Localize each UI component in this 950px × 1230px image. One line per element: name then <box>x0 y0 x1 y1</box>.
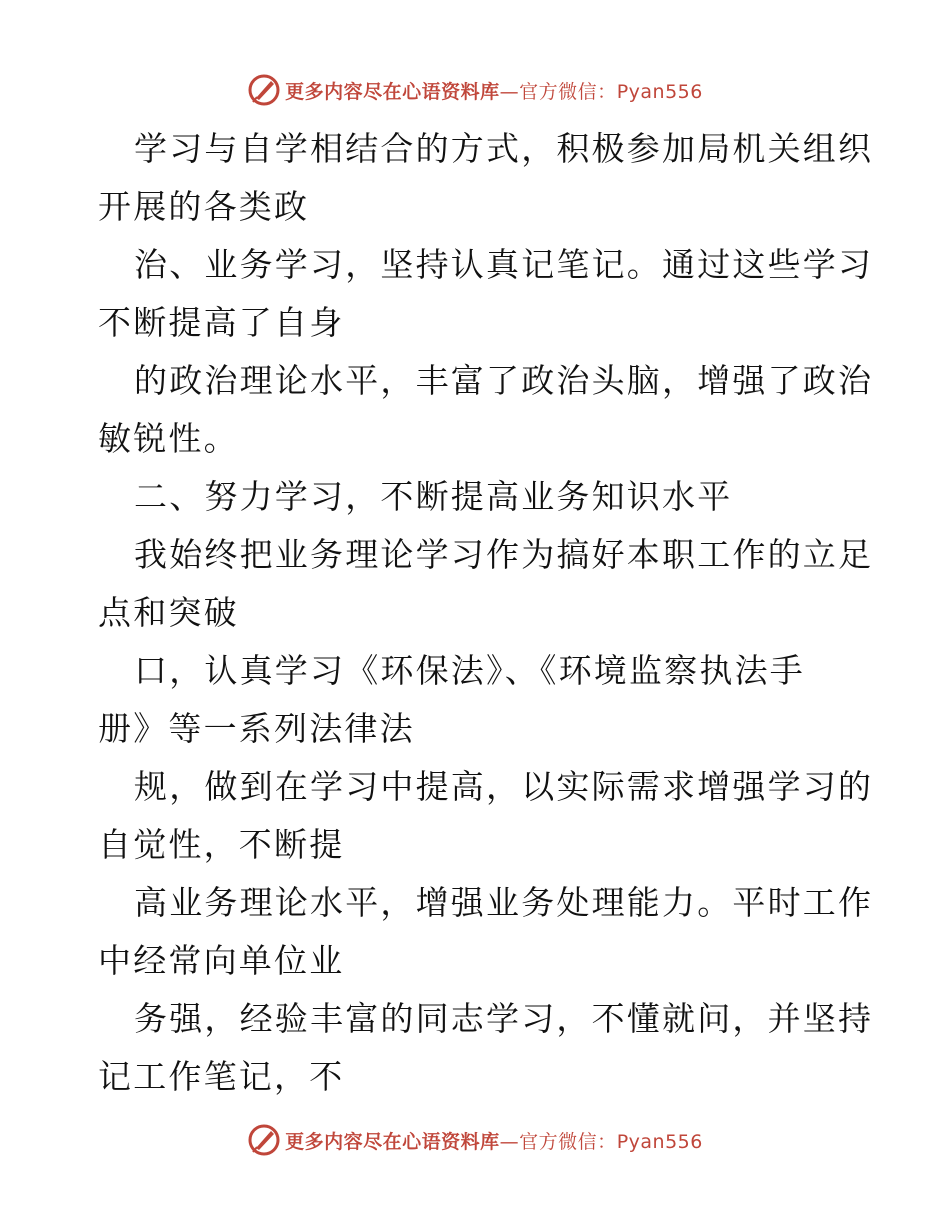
header-banner <box>0 70 950 110</box>
body-line: 口，认真学习《环保法》、《环境监察执法手 <box>134 651 805 690</box>
body-line: 开展的各类政 <box>98 187 310 226</box>
footer-banner-text <box>285 1127 703 1154</box>
header-banner-text <box>285 77 703 104</box>
section-heading: 二、努力学习，不断提高业务知识水平 <box>134 477 733 516</box>
body-line: 不断提高了自身 <box>98 303 345 342</box>
footer-banner-title: 更多内容尽在心语资料库 <box>285 1130 500 1153</box>
body-line: 我始终把业务理论学习作为搞好本职工作的立足 <box>134 535 874 574</box>
body-line: 中经常向单位业 <box>98 941 345 980</box>
quill-pen-logo-icon <box>247 1123 281 1157</box>
footer-banner <box>0 1120 950 1160</box>
body-line: 记工作笔记，不 <box>98 1057 345 1096</box>
header-banner-title: 更多内容尽在心语资料库 <box>285 80 500 103</box>
body-line: 务强，经验丰富的同志学习，不懂就问，并坚持 <box>134 999 874 1038</box>
quill-pen-logo-icon <box>247 73 281 107</box>
body-line: 敏锐性。 <box>98 419 239 458</box>
footer-banner-separator: — <box>499 1130 520 1153</box>
header-banner-separator: — <box>499 80 520 103</box>
header-wechat-label: 官方微信： <box>519 80 617 103</box>
body-line: 的政治理论水平，丰富了政治头脑，增强了政治 <box>134 361 874 400</box>
body-line: 规，做到在学习中提高，以实际需求增强学习的 <box>134 767 874 806</box>
body-line: 自觉性，不断提 <box>98 825 345 864</box>
body-line: 点和突破 <box>98 593 239 632</box>
document-body <box>98 120 874 1106</box>
body-line: 高业务理论水平，增强业务处理能力。平时工作 <box>134 883 874 922</box>
header-wechat-id: Pyan556 <box>616 80 703 103</box>
body-line: 治、业务学习，坚持认真记笔记。通过这些学习 <box>134 245 874 284</box>
body-line: 学习与自学相结合的方式，积极参加局机关组织 <box>134 129 874 168</box>
footer-wechat-label: 官方微信： <box>519 1130 617 1153</box>
footer-wechat-id: Pyan556 <box>616 1130 703 1153</box>
body-line: 册》等一系列法律法 <box>98 709 415 748</box>
